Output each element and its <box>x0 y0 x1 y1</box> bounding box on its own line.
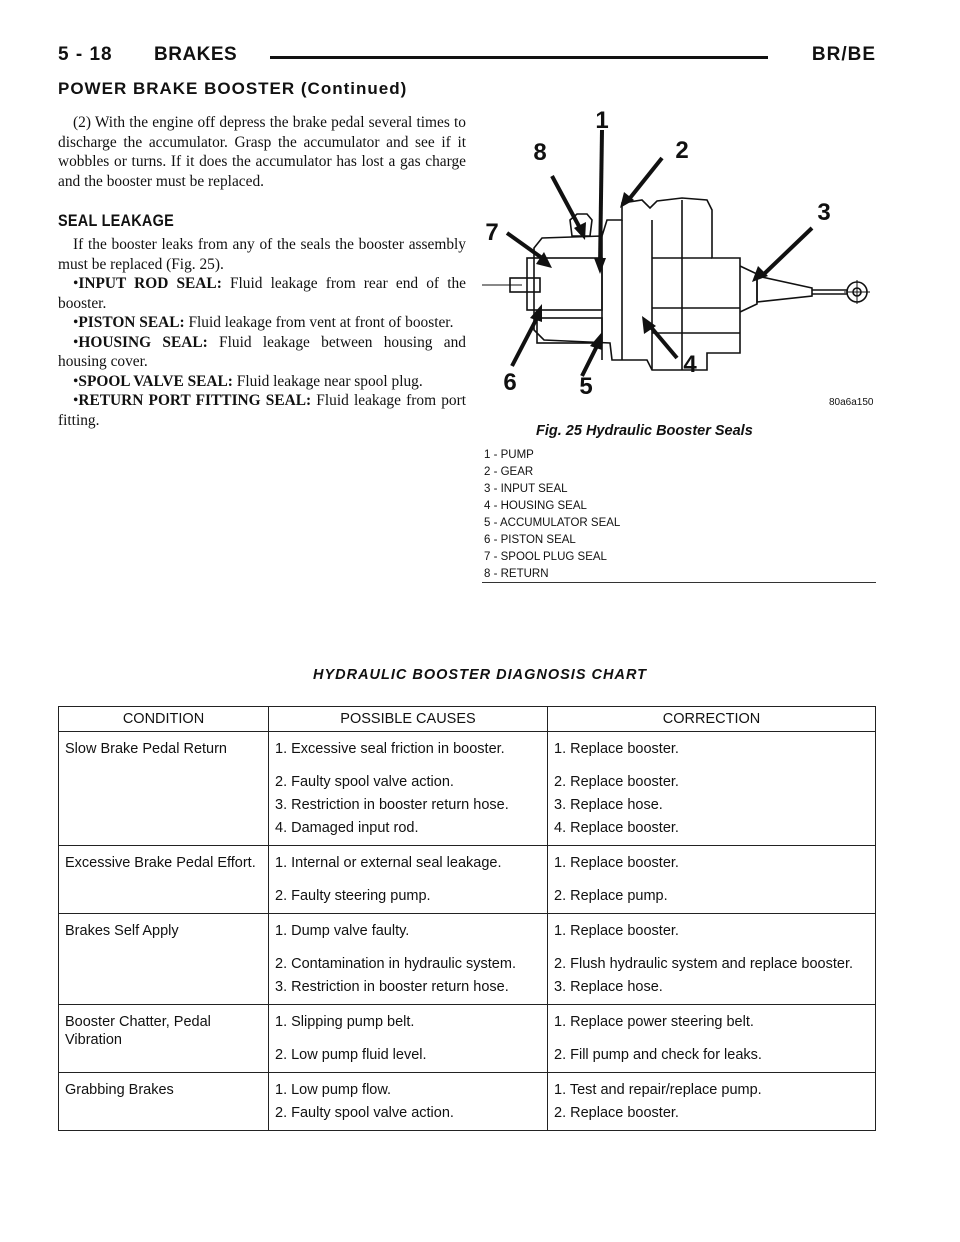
correction-cell <box>554 846 869 913</box>
table-row <box>59 732 876 846</box>
callout-8: 8 <box>533 139 547 166</box>
callout-5: 5 <box>579 373 593 400</box>
callout-7: 7 <box>485 219 499 246</box>
condition-cell: Booster Chatter, Pedal Vibration <box>65 1014 211 1048</box>
continued-heading: POWER BRAKE BOOSTER (Continued) <box>58 79 408 98</box>
legend-item: 5 - ACCUMULATOR SEAL <box>484 517 621 529</box>
correction-item: 1. Replace booster. <box>554 741 679 757</box>
cause-item: 1. Internal or external seal leakage. <box>275 855 502 871</box>
legend-item: 6 - PISTON SEAL <box>484 534 576 546</box>
cause-item: 2. Faulty spool valve action. <box>275 1105 454 1121</box>
left-column <box>58 113 466 430</box>
diagnosis-chart-title: HYDRAULIC BOOSTER DIAGNOSIS CHART <box>312 667 648 683</box>
causes-cell <box>275 914 541 1004</box>
correction-cell <box>554 1005 869 1072</box>
correction-item: 1. Replace power steering belt. <box>554 1014 754 1030</box>
figure-legend <box>484 447 620 583</box>
model-code: BR/BE <box>811 44 876 65</box>
correction-item: 2. Replace booster. <box>554 774 679 790</box>
table-row <box>59 1073 876 1131</box>
cause-item: 2. Faulty steering pump. <box>275 888 431 904</box>
correction-item: 1. Replace booster. <box>554 855 679 871</box>
causes-cell <box>275 732 541 845</box>
condition-cell: Excessive Brake Pedal Effort. <box>65 855 256 871</box>
cause-item: 3. Restriction in booster return hose. <box>275 797 509 813</box>
seal-leakage-paragraph: If the booster leaks from any of the seals the booster assembly must be replaced (Fig. 25). <box>58 236 466 273</box>
cause-item: 2. Low pump fluid level. <box>275 1047 427 1063</box>
page-header <box>58 44 876 74</box>
causes-cell <box>275 1073 541 1130</box>
legend-item: 7 - SPOOL PLUG SEAL <box>484 551 607 563</box>
cause-item: 1. Slipping pump belt. <box>275 1014 415 1030</box>
correction-item: 1. Test and repair/replace pump. <box>554 1082 762 1098</box>
section-title: BRAKES <box>154 44 238 65</box>
callout-4: 4 <box>683 351 697 378</box>
cause-item: 1. Low pump flow. <box>275 1082 392 1098</box>
figure-code: 80a6a150 <box>829 397 874 408</box>
table-row <box>59 846 876 914</box>
callout-3: 3 <box>817 199 831 226</box>
cause-item: 1. Excessive seal friction in booster. <box>275 741 505 757</box>
intro-paragraph: (2) With the engine off depress the brake pedal several times to discharge the accumulator. Grasp the accumulator and see if it wobbles or turns. If it does the accumulator has lost a gas charge and the booster must be replaced. <box>58 114 466 190</box>
correction-item: 2. Fill pump and check for leaks. <box>554 1047 762 1063</box>
callout-6: 6 <box>503 369 517 396</box>
figure-caption: Fig. 25 Hydraulic Booster Seals <box>536 423 753 439</box>
table-row <box>59 1005 876 1073</box>
bullet-item: •PISTON SEAL: Fluid leakage from vent at front of booster. <box>73 314 454 331</box>
cause-item: 1. Dump valve faulty. <box>275 923 410 939</box>
correction-item: 2. Replace pump. <box>554 888 668 904</box>
table-row <box>59 914 876 1005</box>
column-header-condition: CONDITION <box>59 707 269 732</box>
condition-cell: Grabbing Brakes <box>65 1082 174 1098</box>
hydraulic-booster-illustration <box>482 108 876 410</box>
column-header-correction: CORRECTION <box>548 707 876 732</box>
correction-cell <box>554 914 869 1004</box>
correction-item: 1. Replace booster. <box>554 923 679 939</box>
callout-1: 1 <box>595 108 609 134</box>
correction-cell <box>554 732 869 845</box>
condition-cell: Brakes Self Apply <box>65 923 179 939</box>
bullet-item: •HOUSING SEAL: Fluid leakage between housing and housing cover. <box>58 333 466 370</box>
causes-cell <box>275 1005 541 1072</box>
header-rule <box>270 56 768 59</box>
legend-item: 3 - INPUT SEAL <box>484 483 568 495</box>
correction-item: 2. Replace booster. <box>554 1105 679 1121</box>
page-number: 5 - 18 <box>58 44 113 65</box>
diagnosis-table <box>58 706 876 1131</box>
legend-rule <box>482 582 876 583</box>
condition-cell: Slow Brake Pedal Return <box>65 741 227 757</box>
table-header-row <box>59 707 876 732</box>
legend-item: 2 - GEAR <box>484 466 534 478</box>
correction-cell <box>554 1073 869 1130</box>
legend-item: 1 - PUMP <box>484 449 534 461</box>
cause-item: 2. Faulty spool valve action. <box>275 774 454 790</box>
correction-item: 2. Flush hydraulic system and replace booster. <box>554 956 854 972</box>
bullet-item: •SPOOL VALVE SEAL: Fluid leakage near spool plug. <box>73 372 423 390</box>
legend-item: 4 - HOUSING SEAL <box>484 500 587 512</box>
cause-item: 3. Restriction in booster return hose. <box>275 979 509 995</box>
cause-item: 2. Contamination in hydraulic system. <box>275 956 516 972</box>
correction-item: 3. Replace hose. <box>554 797 663 813</box>
cause-item: 4. Damaged input rod. <box>275 820 419 836</box>
callout-2: 2 <box>675 137 689 164</box>
seal-leakage-heading: SEAL LEAKAGE <box>58 211 175 230</box>
column-header-causes: POSSIBLE CAUSES <box>269 707 548 732</box>
correction-item: 4. Replace booster. <box>554 820 679 836</box>
bullet-item: •RETURN PORT FITTING SEAL: Fluid leakage from port fitting. <box>58 392 467 429</box>
causes-cell <box>275 846 541 913</box>
legend-item: 8 - RETURN <box>484 568 549 580</box>
bullet-item: •INPUT ROD SEAL: Fluid leakage from rear end of the booster. <box>58 275 466 312</box>
correction-item: 3. Replace hose. <box>554 979 663 995</box>
